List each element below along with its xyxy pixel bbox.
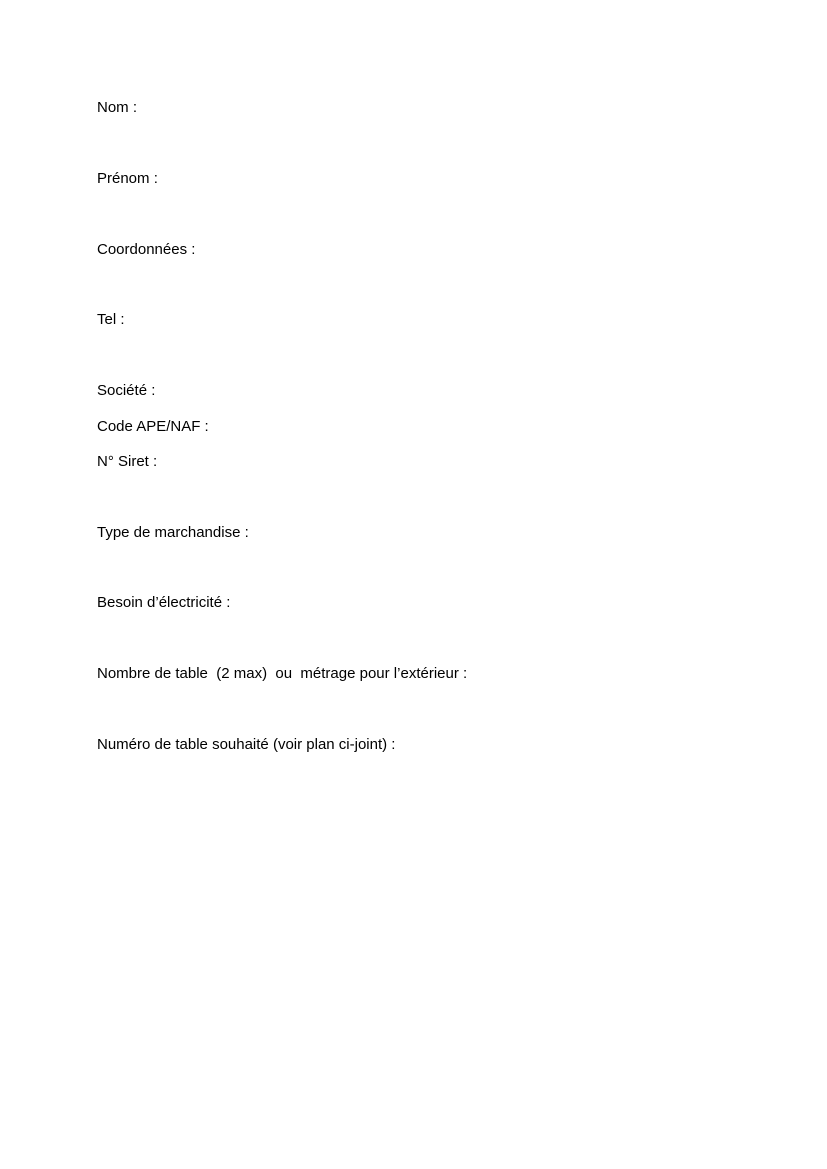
form-field-label: Nom : [97,99,138,116]
form-field-label: Code APE/NAF : [97,417,209,435]
blank-line [97,267,767,302]
blank-line [97,550,767,585]
form-field-label: Nombre de table (2 max) ou métrage pour l’extérieur : [97,665,468,683]
form-field-label: Type de marchandise : [97,523,249,541]
form-field-label: Prénom : [97,169,158,187]
blank-line [97,196,767,231]
form-field-label: N° Siret : [97,452,158,470]
form-field-label: Coordonnées : [97,240,196,258]
form-field-label: Tel : [97,311,125,329]
form-body [97,90,767,762]
blank-line [97,125,767,160]
form-field-label: Besoin d’électricité : [97,594,231,612]
blank-line [97,692,767,727]
blank-line [97,621,767,656]
blank-line [97,338,767,373]
form-field-label: Numéro de table souhaité (voir plan ci-joint) : [97,736,396,754]
form-field-label: Société : [97,382,156,400]
blank-line [97,479,767,514]
